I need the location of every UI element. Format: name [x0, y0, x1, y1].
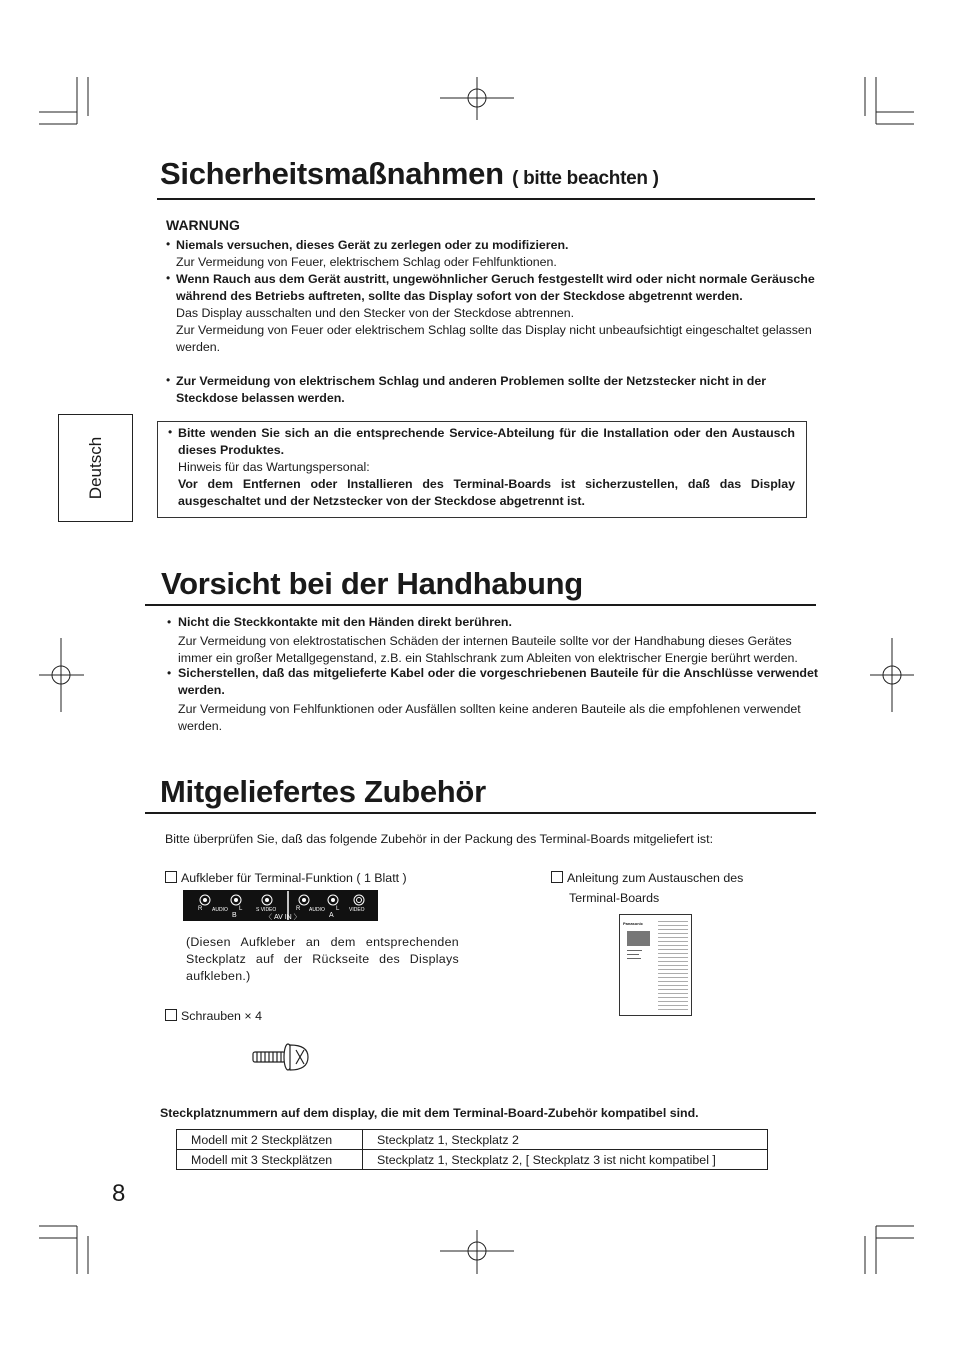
bullet-icon: •	[166, 271, 171, 285]
warning-item-2	[176, 271, 816, 356]
service-notice-bold: Bitte wenden Sie sich an die entsprechende Service-Abteilung für die Installation oder den Austausch dieses Produktes.	[178, 426, 795, 457]
screw-icon	[250, 1040, 312, 1076]
manual-toc-column	[658, 921, 688, 1011]
sticker-text-a: A	[329, 912, 334, 919]
sticker-text-l1: L	[239, 906, 243, 912]
sticker-text-r2: R	[296, 906, 301, 912]
compat-model-cell: Modell mit 2 Steckplätzen	[177, 1130, 363, 1150]
terminal-sticker	[183, 890, 378, 921]
sticker-text-svideo: S VIDEO	[256, 907, 277, 913]
handling-item-2-text: Zur Vermeidung von Fehlfunktionen oder Ausfällen sollten keine anderen Bauteile als die empfohlenen verwendet werden.	[178, 702, 801, 733]
bullet-icon: •	[166, 237, 171, 251]
bullet-icon: •	[167, 615, 172, 629]
manual-brand: Panasonic	[623, 921, 644, 926]
sticker-text-audio2: AUDIO	[309, 907, 325, 913]
compat-slots-cell: Steckplatz 1, Steckplatz 2	[363, 1130, 768, 1150]
sticker-text-avin: 〈 AV IN 〉	[265, 914, 301, 921]
bullet-icon: •	[166, 373, 171, 387]
checkbox-icon	[165, 1009, 177, 1021]
manual-item-label	[551, 870, 743, 887]
handling-item-2	[178, 665, 818, 735]
section-rule	[145, 604, 816, 606]
handling-item-1-text: Zur Vermeidung von elektrostatischen Schäden der internen Bauteile sollte vor der Handhabung dieses Gerätes immer ein großer Metallgegenstand, z.B. ein Stahlschrank zum Ableiten von elektrischer Energie berührt werden.	[178, 634, 798, 665]
safety-subtitle: ( bitte beachten )	[512, 168, 659, 189]
section-title-safety	[160, 156, 659, 192]
compat-heading: Steckplatznummern auf dem display, die mit dem Terminal-Board-Zubehör kompatibel sind.	[160, 1106, 699, 1120]
sticker-text-audio1: AUDIO	[212, 907, 228, 913]
bullet-icon: •	[168, 425, 173, 439]
warning-item-2-bold: Wenn Rauch aus dem Gerät austritt, ungewöhnlicher Geruch festgestellt wird oder nicht normale Geräusche während des Betriebs auftreten, sollte das Display sofort von der Steckdose abgetrennt werden.	[176, 272, 815, 303]
warning-item-2-text-1: Das Display ausschalten und den Stecker von der Steckdose abtrennen.	[176, 306, 575, 320]
manual-cover-line	[627, 958, 641, 959]
bullet-icon: •	[167, 666, 172, 680]
checkbox-icon	[165, 871, 177, 883]
safety-title: Sicherheitsmaßnahmen	[160, 156, 504, 191]
checkbox-icon	[551, 871, 563, 883]
table-row	[177, 1150, 768, 1170]
screws-count: × 4	[244, 1009, 262, 1023]
service-notice-text	[178, 425, 795, 510]
sticker-text-r1: R	[198, 906, 203, 912]
compat-table	[176, 1129, 768, 1170]
manual-cover-line	[627, 950, 642, 951]
language-tab	[58, 414, 133, 522]
compat-slots-cell: Steckplatz 1, Steckplatz 2, [ Steckplatz 3 ist nicht kompatibel ]	[363, 1150, 768, 1170]
compat-model-cell: Modell mit 3 Steckplätzen	[177, 1150, 363, 1170]
manual-thumbnail	[619, 914, 692, 1016]
handling-item-1	[178, 614, 818, 667]
sticker-text-video: VIDEO	[349, 907, 365, 913]
warning-item-3	[176, 373, 816, 407]
warning-item-1-text: Zur Vermeidung von Feuer, elektrischem Schlag oder Fehlfunktionen.	[176, 255, 557, 269]
manual-cover-line	[627, 954, 639, 955]
sticker-text-l2: L	[336, 906, 340, 912]
manual-label-line-1: Anleitung zum Austauschen des	[567, 871, 744, 885]
screws-item-label	[165, 1008, 262, 1025]
warning-item-1	[176, 237, 816, 271]
accessories-intro: Bitte überprüfen Sie, daß das folgende Zubehör in der Packung des Terminal-Boards mitgeliefert ist:	[165, 832, 714, 846]
warning-heading: WARNUNG	[166, 217, 240, 233]
screws-label: Schrauben	[181, 1009, 241, 1023]
warning-item-3-bold: Zur Vermeidung von elektrischem Schlag und anderen Problemen sollte der Netzstecker nicht in der Steckdose belassen werden.	[176, 374, 767, 405]
service-notice-box	[157, 421, 807, 518]
warning-item-1-bold: Niemals versuchen, dieses Gerät zu zerlegen oder zu modifizieren.	[176, 238, 569, 252]
language-tab-label: Deutsch	[86, 436, 105, 500]
sticker-text-b: B	[232, 912, 237, 919]
handling-item-1-bold: Nicht die Steckkontakte mit den Händen direkt berühren.	[178, 615, 512, 629]
accessories-title: Mitgeliefertes Zubehör	[160, 774, 486, 809]
warning-item-2-text-2: Zur Vermeidung von Feuer oder elektrischem Schlag sollte das Display nicht unbeaufsichtigt eingeschaltet gelassen werden.	[176, 323, 812, 354]
sticker-note: (Diesen Aufkleber an dem entsprechenden Steckplatz auf der Rückseite des Displays aufkleben.)	[186, 935, 459, 983]
sticker-item-label	[165, 870, 407, 887]
sticker-label: Aufkleber für Terminal-Funktion ( 1 Blatt )	[181, 871, 407, 885]
table-row	[177, 1130, 768, 1150]
service-notice-bold-2: Vor dem Entfernen oder Installieren des Terminal-Boards ist sicherzustellen, daß das Display ausgeschaltet und der Netzstecker von der Steckdose abgetrennt ist.	[178, 477, 795, 508]
manual-cover-image	[627, 931, 650, 946]
section-rule	[145, 812, 816, 814]
manual-label-line-2: Terminal-Boards	[569, 891, 660, 905]
section-rule	[157, 198, 815, 200]
page-number: 8	[112, 1180, 126, 1207]
handling-title: Vorsicht bei der Handhabung	[161, 566, 583, 601]
service-hint: Hinweis für das Wartungspersonal:	[178, 460, 370, 474]
handling-item-2-bold: Sicherstellen, daß das mitgelieferte Kabel oder die vorgeschriebenen Bauteile für die Anschlüsse verwendet werden.	[178, 666, 818, 697]
